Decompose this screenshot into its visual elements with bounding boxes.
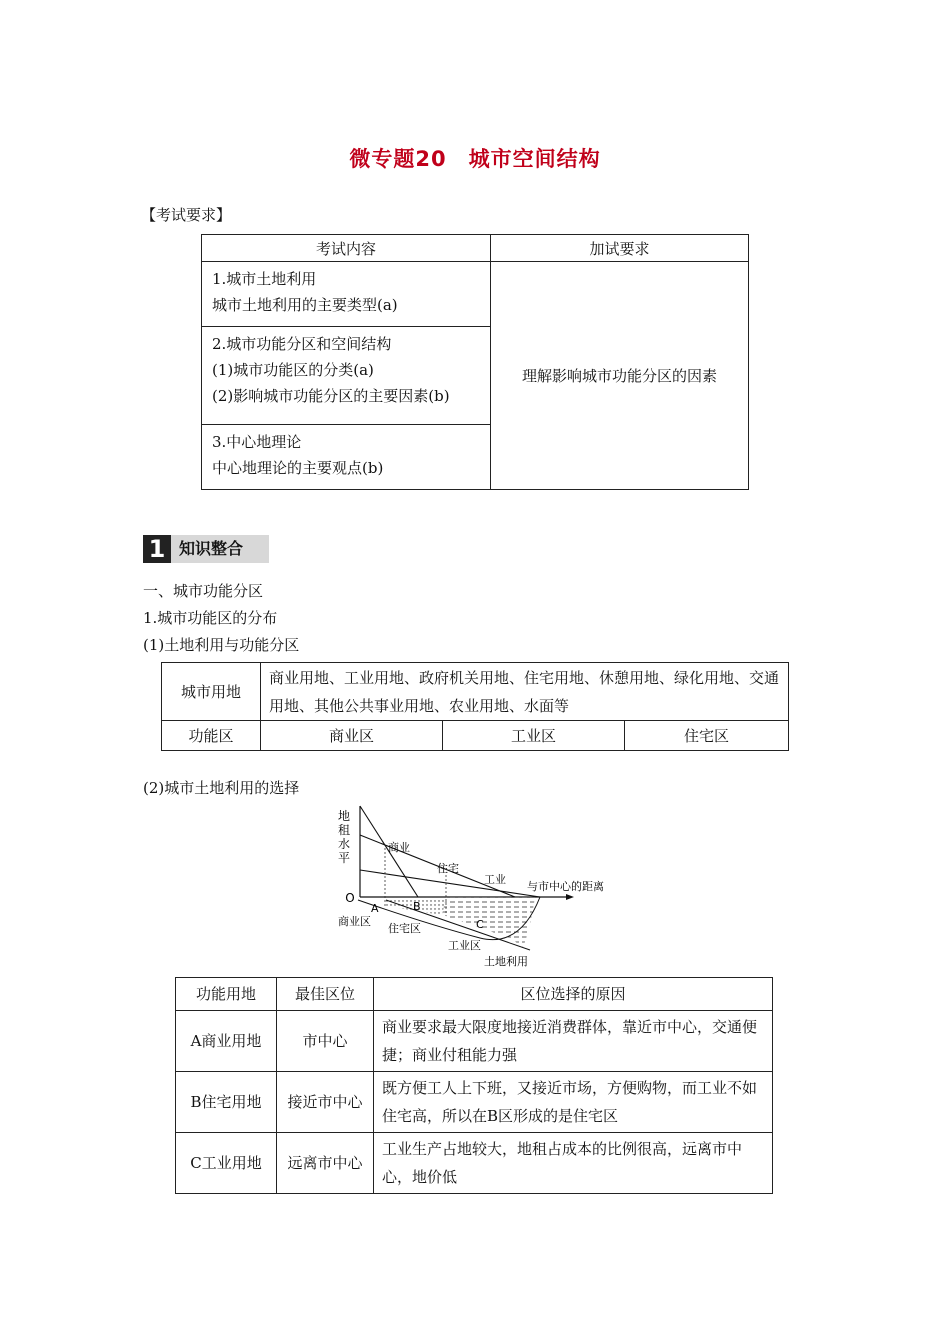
table-cell: 接近市中心	[277, 1072, 374, 1133]
page-title: 微专题20 城市空间结构	[349, 147, 601, 171]
cell-line: (2)影响城市功能分区的主要因素(b)	[212, 387, 450, 405]
exam-requirements-table	[201, 234, 749, 490]
heading-3: (1)土地利用与功能分区	[143, 636, 300, 654]
exam-requirements-label: 【考试要求】	[141, 206, 232, 224]
heading-2: 1.城市功能区的分布	[143, 609, 278, 627]
cell-line: 城市土地利用的主要类型(a)	[212, 296, 398, 314]
cell-line: 1.城市土地利用	[212, 270, 317, 288]
zone-label-residential: 住宅区	[388, 922, 421, 935]
extra-requirement-cell: 理解影响城市功能分区的因素	[491, 262, 749, 490]
ylabel-char: 水	[337, 837, 351, 851]
cell-line: 3.中心地理论	[212, 433, 302, 451]
landuse-table	[161, 662, 789, 751]
section-badge	[143, 535, 269, 563]
table-cell	[202, 327, 491, 425]
curve-label-commercial: 商业	[388, 841, 410, 854]
table-cell: 远离市中心	[277, 1133, 374, 1194]
ylabel-char: 地	[337, 809, 351, 823]
table-cell: 商业区	[261, 721, 443, 751]
cell-line: (1)城市功能区的分类(a)	[212, 361, 374, 379]
table-cell	[202, 425, 491, 490]
x-axis-arrow	[566, 894, 574, 900]
table-cell: 工业区	[443, 721, 625, 751]
section-number: 1	[143, 535, 171, 563]
table-cell: 商业要求最大限度地接近消费群体，靠近市中心，交通便捷；商业付租能力强	[374, 1011, 773, 1072]
x-axis-label: 与市中心的距离	[527, 880, 604, 893]
table-header: 区位选择的原因	[374, 978, 773, 1011]
table-header: 加试要求	[491, 235, 749, 262]
table-header: 考试内容	[202, 235, 491, 262]
table-cell: 城市用地	[162, 663, 261, 721]
table-cell: 既方便工人上下班，又接近市场，方便购物，而工业不如住宅高，所以在B区形成的是住宅区	[374, 1072, 773, 1133]
section-label: 知识整合	[171, 535, 269, 563]
land-rent-diagram	[330, 800, 630, 970]
cell-line: 2.城市功能分区和空间结构	[212, 335, 392, 353]
table-header: 最佳区位	[277, 978, 374, 1011]
table-cell: 功能区	[162, 721, 261, 751]
table-cell: A商业用地	[176, 1011, 277, 1072]
heading-1: 一、城市功能分区	[143, 582, 264, 600]
zone-label-commercial: 商业区	[338, 915, 371, 928]
table-cell: 市中心	[277, 1011, 374, 1072]
land-use-label: 土地利用	[484, 955, 528, 968]
ylabel-char: 租	[337, 823, 351, 837]
curve-label-residential: 住宅	[437, 862, 459, 875]
table-cell: B住宅用地	[176, 1072, 277, 1133]
point-label-a: A	[371, 902, 379, 915]
table-header: 功能用地	[176, 978, 277, 1011]
point-label-c: C	[476, 918, 484, 931]
ylabel-char: 平	[337, 851, 351, 865]
point-label-b: B	[413, 900, 421, 913]
table-cell: 工业生产占地较大，地租占成本的比例很高，远离市中心，地价低	[374, 1133, 773, 1194]
curve-label-industrial: 工业	[484, 873, 506, 886]
zone-label-industrial: 工业区	[448, 939, 481, 952]
table-cell: 住宅区	[625, 721, 789, 751]
origin-label: O	[345, 891, 355, 905]
land-choice-table	[175, 977, 773, 1194]
table-cell: 商业用地、工业用地、政府机关用地、住宅用地、休憩用地、绿化用地、交通用地、其他公共事业用地、农业用地、水面等	[261, 663, 789, 721]
table-cell	[202, 262, 491, 327]
table-cell: C工业用地	[176, 1133, 277, 1194]
cell-line: 中心地理论的主要观点(b)	[212, 459, 384, 477]
heading-4: (2)城市土地利用的选择	[143, 779, 300, 797]
